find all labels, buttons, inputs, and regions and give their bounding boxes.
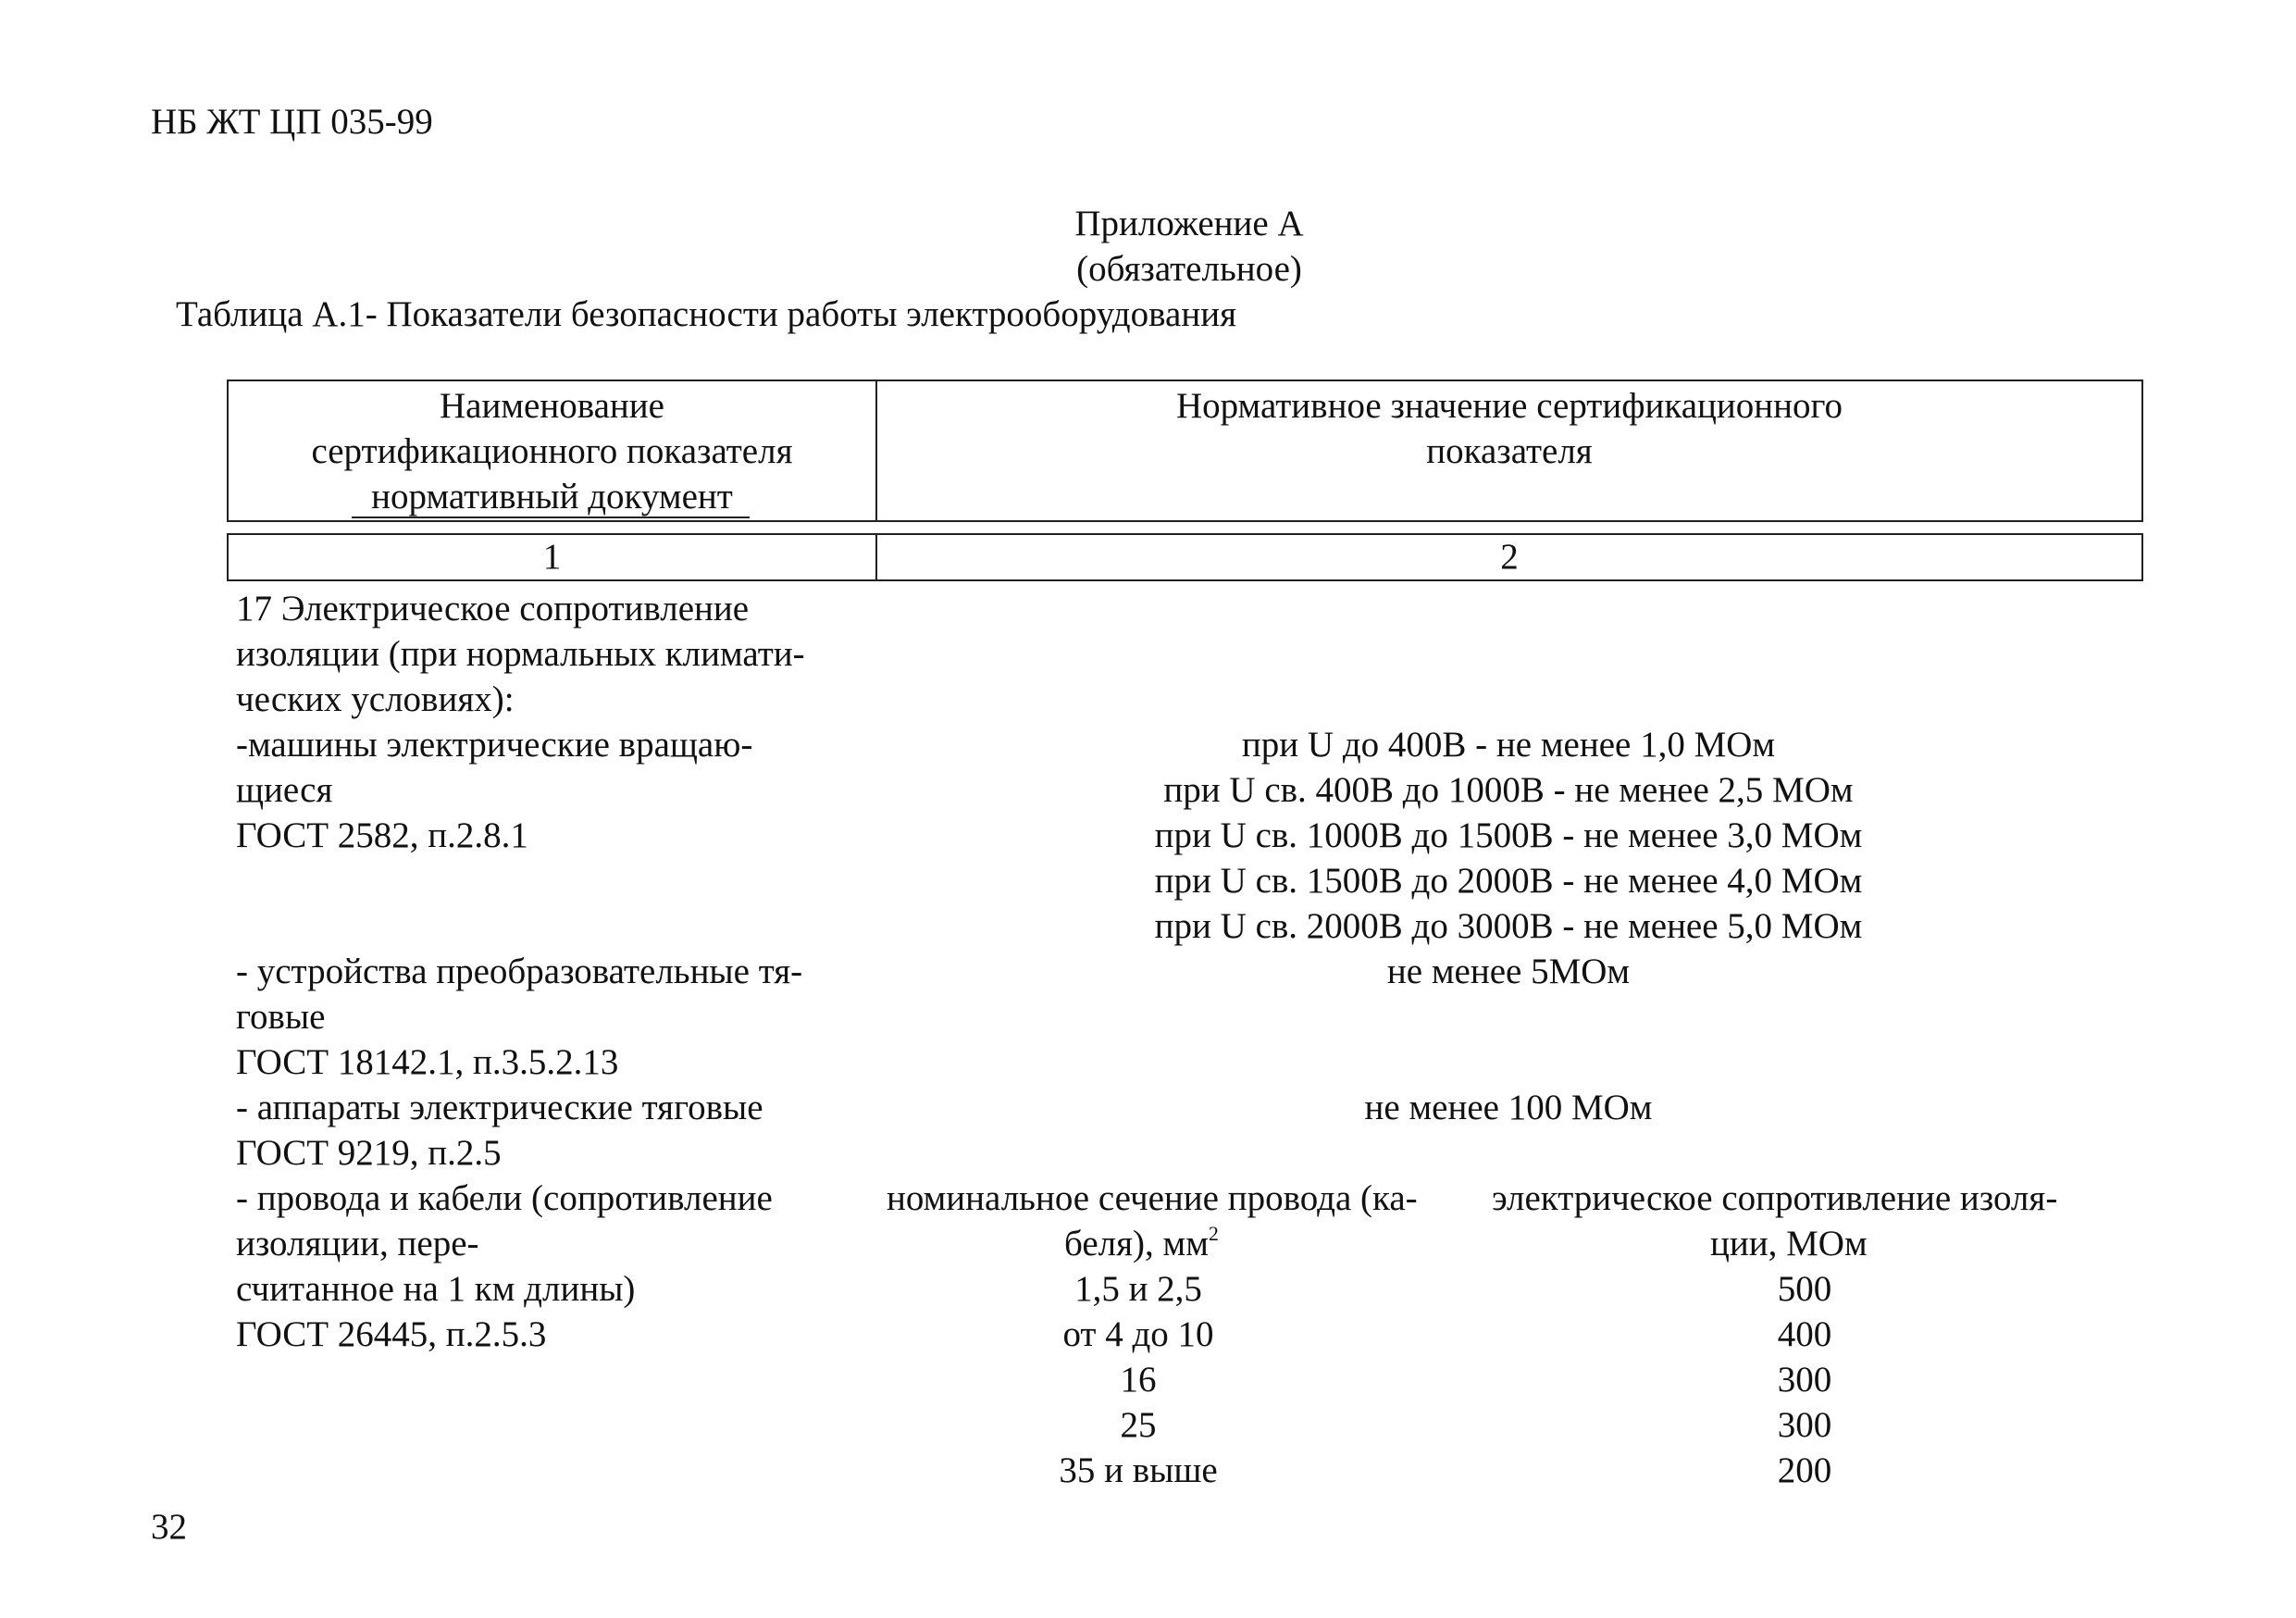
item17-title-line1: 17 Электрическое сопротивление <box>236 589 750 629</box>
converters-label-line1: - устройства преобразовательные тя- <box>236 952 803 991</box>
wires-section-header-line1: номинальное сечение провода (ка- <box>887 1178 1418 1218</box>
converters-standard: ГОСТ 18142.1, п.3.5.2.13 <box>236 1042 619 1082</box>
wires-label-line2: изоляции, пере- <box>236 1224 479 1263</box>
apparatus-value: не менее 100 МОм <box>1364 1088 1653 1127</box>
item17-title-line3: ческих условиях): <box>236 679 515 719</box>
column-number-1: 1 <box>542 537 562 577</box>
apparatus-standard: ГОСТ 9219, п.2.5 <box>236 1133 502 1173</box>
wires-section-2: от 4 до 10 <box>1062 1314 1214 1354</box>
wires-label-line1: - провода и кабели (сопротивление <box>236 1178 773 1218</box>
header-col1-line1: Наименование <box>440 386 664 426</box>
wires-section-1: 1,5 и 2,5 <box>1074 1269 1202 1309</box>
wires-resistance-header-line2: ции, МОм <box>1710 1224 1868 1263</box>
wires-standard: ГОСТ 26445, п.2.5.3 <box>236 1314 547 1354</box>
machines-label-line1: -машины электрические вращаю- <box>236 725 753 765</box>
wires-section-4: 25 <box>1120 1405 1157 1445</box>
machines-value-3: при U св. 1000В до 1500В - не менее 3,0 МОм <box>1154 815 1863 855</box>
wires-resistance-1: 500 <box>1777 1269 1832 1309</box>
header-col1-line2: сертификационного показателя <box>311 431 793 471</box>
wires-resistance-5: 200 <box>1777 1450 1832 1490</box>
wires-section-header-line2: беля), $мм^2$ <box>1064 1222 1219 1263</box>
machines-value-4: при U св. 1500В до 2000В - не менее 4,0 МОм <box>1154 861 1863 901</box>
wires-section-5: 35 и выше <box>1059 1450 1218 1490</box>
header-col2-line1: Нормативное значение сертификационного <box>1175 386 1843 426</box>
wires-label-line3: считанное на 1 км длины) <box>236 1269 636 1309</box>
table-caption: Таблица А.1- Показатели безопасности работы электрооборудования <box>176 294 1237 334</box>
wires-resistance-4: 300 <box>1777 1405 1832 1445</box>
header-col1-line3: нормативный документ <box>371 477 733 517</box>
wires-section-3: 16 <box>1120 1360 1157 1400</box>
converters-label-line2: говые <box>236 997 326 1037</box>
item17-title-line2: изоляции (при нормальных климати- <box>236 634 805 674</box>
header-col2-line2: показателя <box>1426 431 1593 471</box>
machines-label-line2: щиеся <box>236 770 333 810</box>
wires-resistance-header-line1: электрическое сопротивление изоля- <box>1492 1178 2058 1218</box>
appendix-title: Приложение А <box>1074 204 1304 243</box>
apparatus-label: - аппараты электрические тяговые <box>236 1088 763 1127</box>
page-number: 32 <box>151 1507 187 1547</box>
wires-resistance-3: 300 <box>1777 1360 1832 1400</box>
machines-value-1: при U до 400В - не менее 1,0 МОм <box>1241 725 1776 765</box>
superscript-2: 2 <box>1208 1222 1219 1245</box>
appendix-status: (обязательное) <box>1076 249 1302 289</box>
wires-resistance-2: 400 <box>1777 1314 1832 1354</box>
machines-standard: ГОСТ 2582, п.2.8.1 <box>236 815 528 855</box>
column-number-2: 2 <box>1500 537 1519 577</box>
document-code: НБ ЖТ ЦП 035-99 <box>151 102 433 142</box>
machines-value-5: при U св. 2000В до 3000В - не менее 5,0 МОм <box>1154 906 1863 946</box>
converters-value: не менее 5МОм <box>1386 952 1631 991</box>
machines-value-2: при U св. 400В до 1000В - не менее 2,5 МОм <box>1163 770 1854 810</box>
